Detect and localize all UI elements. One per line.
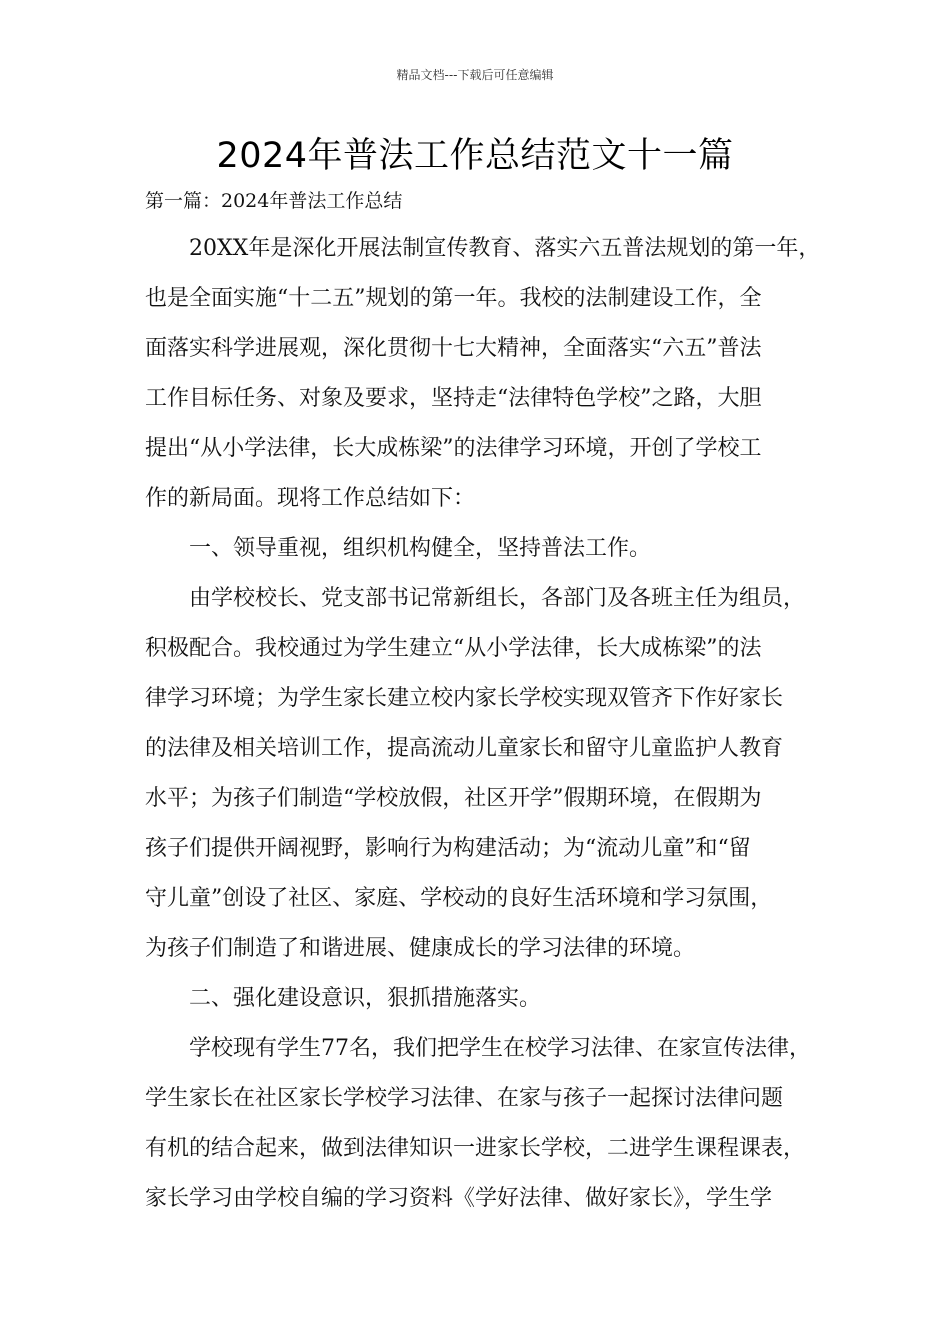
paragraph-line: 家长学习由学校自编的学习资料《学好法律、做好家长》，学生学 bbox=[145, 1186, 773, 1211]
document-title: 2024年普法工作总结范文十一篇 bbox=[216, 136, 734, 176]
section-subheading: 第一篇：2024年普法工作总结 bbox=[145, 190, 403, 212]
header-note: 精品文档---下载后可任意编辑 bbox=[396, 68, 554, 82]
paragraph-line: 学生家长在社区家长学校学习法律、在家与孩子一起探讨法律问题 bbox=[145, 1086, 784, 1111]
document-body bbox=[145, 184, 821, 1232]
paragraph-line: 学校现有学生77名，我们把学生在校学习法律、在家宣传法律， bbox=[189, 1036, 811, 1061]
paragraph-line: 孩子们提供开阔视野，影响行为构建活动；为“流动儿童”和“留 bbox=[145, 836, 751, 861]
paragraph-line: 作的新局面。现将工作总结如下： bbox=[145, 486, 476, 511]
paragraph-line: 守儿童”创设了社区、家庭、学校动的良好生活环境和学习氛围， bbox=[145, 886, 773, 911]
section-heading: 二、强化建设意识，狠抓措施落实。 bbox=[189, 986, 542, 1011]
section-heading: 一、领导重视，组织机构健全，坚持普法工作。 bbox=[189, 536, 652, 561]
paragraph-line: 由学校校长、党支部书记常新组长，各部门及各班主任为组员， bbox=[189, 586, 806, 611]
paragraph-line: 工作目标任务、对象及要求，坚持走“法律特色学校”之路，大胆 bbox=[145, 386, 762, 411]
paragraph-line: 有机的结合起来，做到法律知识一进家长学校，二进学生课程课表， bbox=[145, 1136, 806, 1161]
paragraph-line: 水平；为孩子们制造“学校放假，社区开学”假期环境，在假期为 bbox=[145, 786, 762, 811]
paragraph-line: 为孩子们制造了和谐进展、健康成长的学习法律的环境。 bbox=[145, 936, 696, 961]
paragraph-line: 律学习环境；为学生家长建立校内家长学校实现双管齐下作好家长 bbox=[145, 686, 784, 711]
paragraph-line: 也是全面实施“十二五”规划的第一年。我校的法制建设工作，全 bbox=[145, 286, 762, 311]
paragraph-line: 积极配合。我校通过为学生建立“从小学法律，长大成栋梁”的法 bbox=[145, 636, 762, 661]
paragraph-line: 的法律及相关培训工作，提高流动儿童家长和留守儿童监护人教育 bbox=[145, 736, 784, 761]
paragraph-line: 面落实科学进展观，深化贯彻十七大精神，全面落实“六五”普法 bbox=[145, 336, 762, 361]
paragraph-line: 提出“从小学法律，长大成栋梁”的法律学习环境，开创了学校工 bbox=[145, 436, 762, 461]
paragraph-line: 20XX年是深化开展法制宣传教育、落实六五普法规划的第一年， bbox=[189, 236, 821, 261]
